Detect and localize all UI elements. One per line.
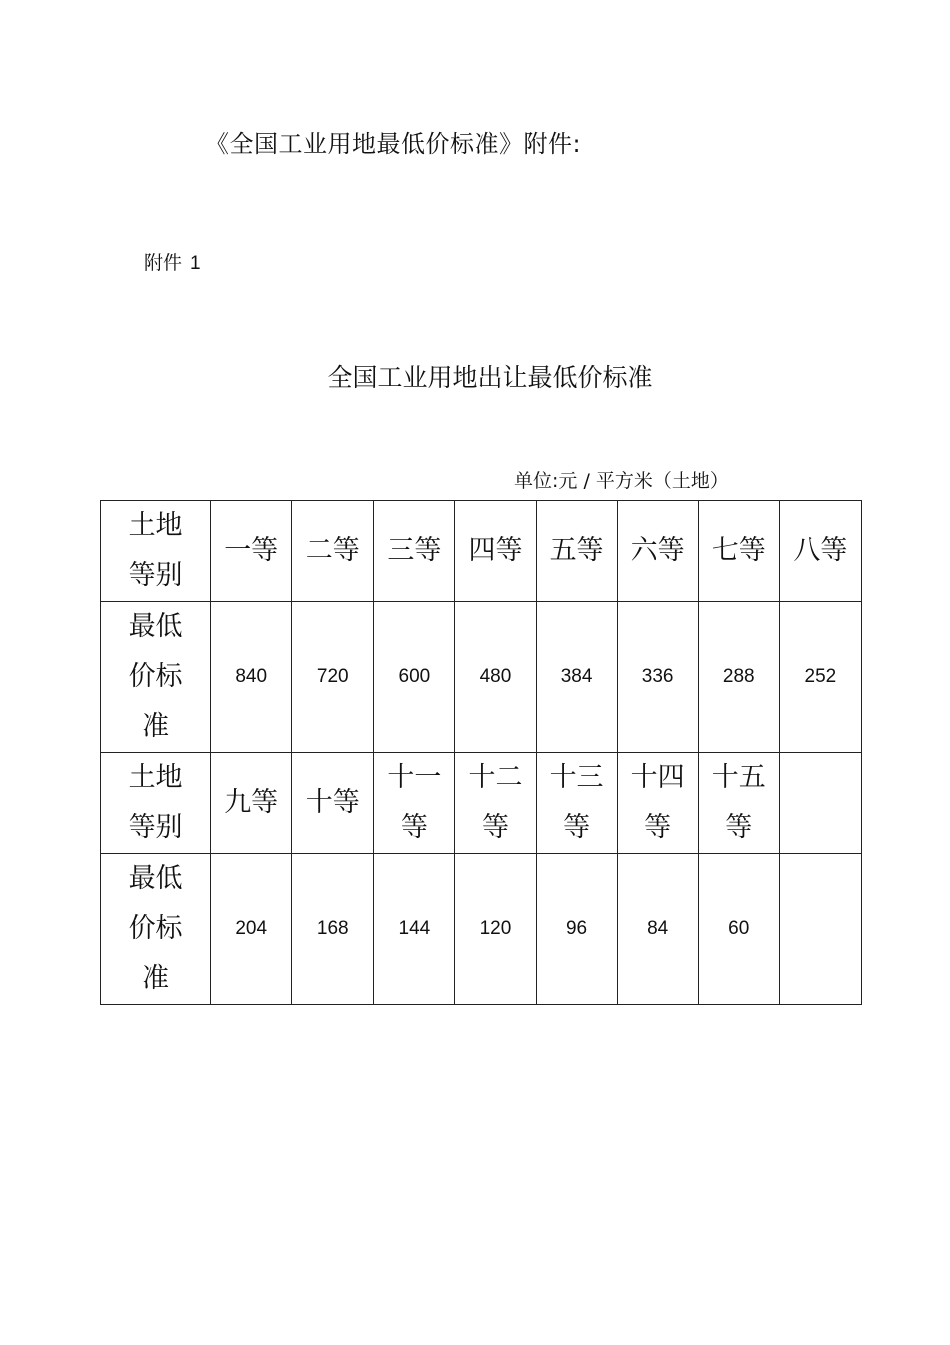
attachment-label-text: 附件: [144, 252, 183, 274]
row-label-line: 准: [142, 963, 170, 994]
grade-line: 等: [725, 812, 753, 843]
row-label-line: 最低: [128, 863, 183, 894]
document-heading: 《全国工业用地最低价标准》附件:: [205, 130, 582, 158]
price-cell: 840: [211, 602, 292, 753]
grade-line: 等: [481, 812, 509, 843]
grade-cell: 八等: [779, 501, 861, 602]
row-label-line: 价标: [128, 661, 183, 692]
price-cell: 96: [536, 854, 617, 1005]
grade-cell-empty: [779, 753, 861, 854]
row-label-line: 价标: [128, 913, 183, 944]
price-cell: 60: [698, 854, 779, 1005]
price-standard-table: [100, 500, 862, 1005]
grade-cell: 五等: [536, 501, 617, 602]
table-title: 全国工业用地出让最低价标准: [327, 363, 653, 392]
row-label-line: 土地: [128, 762, 183, 793]
price-cell: 384: [536, 602, 617, 753]
grade-cell: [536, 753, 617, 854]
grade-line: 十四: [630, 762, 685, 793]
grade-cell: 七等: [698, 501, 779, 602]
row-label-line: 土地: [128, 510, 183, 541]
table-row-grades-1: [101, 501, 862, 602]
grade-cell: [374, 753, 455, 854]
row-label-line: 准: [142, 711, 170, 742]
price-cell: 480: [455, 602, 536, 753]
grade-cell: [455, 753, 536, 854]
grade-line: 十一: [387, 762, 442, 793]
table-row-prices-1: [101, 602, 862, 753]
price-cell: 336: [617, 602, 698, 753]
grade-cell: 三等: [374, 501, 455, 602]
grade-cell: 十等: [292, 753, 374, 854]
attachment-label: [144, 248, 201, 275]
price-cell: 144: [374, 854, 455, 1005]
unit-note: 单位:元 / 平方米（土地）: [514, 470, 729, 492]
row-label-grade: [101, 753, 211, 854]
row-label-line: 等别: [128, 812, 183, 843]
price-cell: 252: [779, 602, 861, 753]
grade-cell: 一等: [211, 501, 292, 602]
row-label-price: [101, 602, 211, 753]
grade-cell: 六等: [617, 501, 698, 602]
row-label-price: [101, 854, 211, 1005]
grade-line: 十二: [468, 762, 523, 793]
grade-line: 十三: [549, 762, 604, 793]
grade-line: 等: [400, 812, 428, 843]
table-row-grades-2: [101, 753, 862, 854]
row-label-line: 等别: [128, 560, 183, 591]
price-cell: 720: [292, 602, 374, 753]
price-cell: 204: [211, 854, 292, 1005]
grade-cell: [617, 753, 698, 854]
price-cell: 84: [617, 854, 698, 1005]
price-cell: 288: [698, 602, 779, 753]
grade-cell: 二等: [292, 501, 374, 602]
price-cell: 168: [292, 854, 374, 1005]
table-row-prices-2: [101, 854, 862, 1005]
grade-cell: [698, 753, 779, 854]
row-label-grade: [101, 501, 211, 602]
price-cell: 600: [374, 602, 455, 753]
grade-cell: 九等: [211, 753, 292, 854]
attachment-number: 1: [190, 253, 201, 274]
grade-cell: 四等: [455, 501, 536, 602]
grade-line: 等: [563, 812, 591, 843]
price-cell: 120: [455, 854, 536, 1005]
grade-line: 等: [644, 812, 672, 843]
price-cell-empty: [779, 854, 861, 1005]
row-label-line: 最低: [128, 611, 183, 642]
grade-line: 十五: [711, 762, 766, 793]
